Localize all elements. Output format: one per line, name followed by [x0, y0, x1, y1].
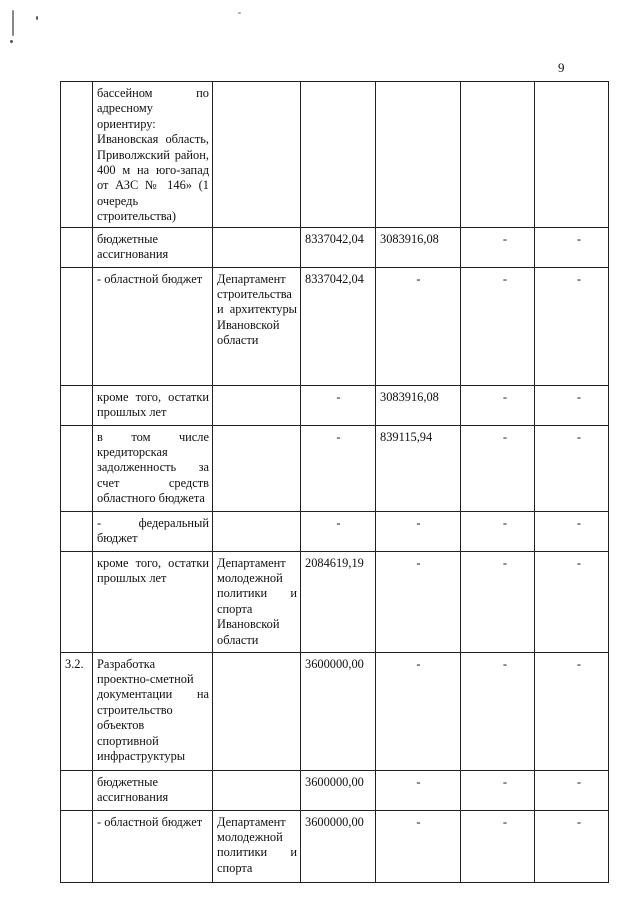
value-col-1: - — [301, 511, 376, 551]
value-col-1 — [301, 82, 376, 228]
row-description: - областной бюджет — [93, 267, 213, 385]
row-department — [213, 385, 301, 425]
value-col-1: 3600000,00 — [301, 652, 376, 770]
value-col-3: - — [461, 652, 535, 770]
scan-speck — [12, 10, 14, 36]
row-description: кроме того, остатки прошлых лет — [93, 551, 213, 652]
row-description: бассейном по адресному ориентиру: Ивановская область, Приволжский район, 400 м на юго-запад от АЗС № 146» (1 очередь строительства) — [93, 82, 213, 228]
value-col-2: - — [376, 810, 461, 882]
row-department — [213, 82, 301, 228]
value-col-1: - — [301, 385, 376, 425]
value-col-2: - — [376, 551, 461, 652]
scan-speck — [36, 16, 38, 20]
page-number: 9 — [558, 60, 565, 75]
value-col-2: - — [376, 652, 461, 770]
value-col-1: - — [301, 425, 376, 511]
value-col-3: - — [461, 551, 535, 652]
value-col-4: - — [535, 385, 609, 425]
row-number — [61, 551, 93, 652]
row-department — [213, 425, 301, 511]
row-number — [61, 82, 93, 228]
table-row — [61, 82, 609, 228]
row-number: 3.2. — [61, 652, 93, 770]
value-col-2: - — [376, 267, 461, 385]
row-description: - федеральный бюджет — [93, 511, 213, 551]
value-col-3: - — [461, 385, 535, 425]
value-col-4: - — [535, 267, 609, 385]
table-row — [61, 267, 609, 385]
value-col-3: - — [461, 810, 535, 882]
table-row — [61, 227, 609, 267]
table-row — [61, 385, 609, 425]
value-col-3: - — [461, 267, 535, 385]
table-row — [61, 810, 609, 882]
value-col-2: 839115,94 — [376, 425, 461, 511]
row-number — [61, 227, 93, 267]
table-row — [61, 551, 609, 652]
value-col-2: 3083916,08 — [376, 385, 461, 425]
row-description: в том числе кредиторская задолженность за счет средств областного бюджета — [93, 425, 213, 511]
value-col-4 — [535, 82, 609, 228]
row-department — [213, 227, 301, 267]
value-col-3: - — [461, 511, 535, 551]
row-number — [61, 267, 93, 385]
row-number — [61, 425, 93, 511]
table-row — [61, 770, 609, 810]
row-number — [61, 810, 93, 882]
row-description: Разработка проектно-сметной документации на строительство объектов спортивной инфраструктуры — [93, 652, 213, 770]
row-department: Департамент молодежной политики и спорта Ивановской области — [213, 551, 301, 652]
value-col-4: - — [535, 770, 609, 810]
value-col-2: 3083916,08 — [376, 227, 461, 267]
value-col-1: 2084619,19 — [301, 551, 376, 652]
row-number — [61, 770, 93, 810]
value-col-1: 3600000,00 — [301, 810, 376, 882]
row-department: Департамент строительства и архитектуры Ивановской области — [213, 267, 301, 385]
row-department — [213, 511, 301, 551]
value-col-2: - — [376, 511, 461, 551]
table-row — [61, 511, 609, 551]
table-row — [61, 652, 609, 770]
value-col-4: - — [535, 511, 609, 551]
row-description: бюджетные ассигнования — [93, 770, 213, 810]
row-department — [213, 770, 301, 810]
row-number — [61, 511, 93, 551]
value-col-4: - — [535, 551, 609, 652]
row-description: кроме того, остатки прошлых лет — [93, 385, 213, 425]
value-col-3: - — [461, 227, 535, 267]
value-col-1: 8337042,04 — [301, 267, 376, 385]
value-col-3 — [461, 82, 535, 228]
value-col-4: - — [535, 652, 609, 770]
value-col-1: 3600000,00 — [301, 770, 376, 810]
value-col-3: - — [461, 425, 535, 511]
value-col-4: - — [535, 425, 609, 511]
value-col-4: - — [535, 810, 609, 882]
row-department: Департамент молодежной политики и спорта — [213, 810, 301, 882]
value-col-2: - — [376, 770, 461, 810]
table-row — [61, 425, 609, 511]
row-department — [213, 652, 301, 770]
value-col-4: - — [535, 227, 609, 267]
row-description: бюджетные ассигнования — [93, 227, 213, 267]
value-col-2 — [376, 82, 461, 228]
value-col-3: - — [461, 770, 535, 810]
scan-speck — [10, 40, 13, 43]
scan-speck — [238, 12, 241, 14]
row-description: - областной бюджет — [93, 810, 213, 882]
value-col-1: 8337042,04 — [301, 227, 376, 267]
row-number — [61, 385, 93, 425]
budget-table — [60, 81, 609, 883]
